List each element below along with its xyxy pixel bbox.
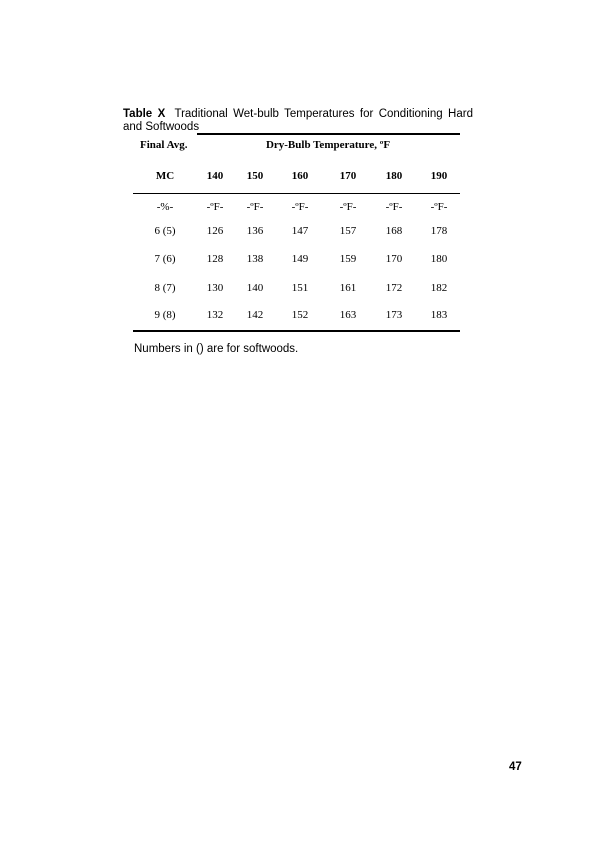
table-cell: 173 (385, 309, 403, 321)
header-final-avg: Final Avg. (140, 139, 188, 151)
table-caption (123, 108, 473, 134)
column-header: 160 (291, 170, 309, 182)
table-cell: 178 (430, 225, 448, 237)
table-cell: 152 (291, 309, 309, 321)
top-rule (197, 133, 460, 135)
table-cell: 138 (246, 253, 264, 265)
table-cell: 132 (206, 309, 224, 321)
table-cell: 140 (246, 282, 264, 294)
unit-cell: -ºF- (339, 201, 357, 213)
table-cell: 147 (291, 225, 309, 237)
footnote: Numbers in () are for softwoods. (134, 343, 299, 355)
table-cell: 157 (339, 225, 357, 237)
unit-cell: -ºF- (246, 201, 264, 213)
table-cell: 170 (385, 253, 403, 265)
table-cell: 9 (8) (154, 309, 176, 321)
table-cell: 142 (246, 309, 264, 321)
unit-cell: -ºF- (291, 201, 309, 213)
table-cell: 7 (6) (154, 253, 176, 265)
table-cell: 149 (291, 253, 309, 265)
header-rule (133, 193, 460, 194)
unit-cell: -%- (156, 201, 174, 213)
unit-cell: -ºF- (430, 201, 448, 213)
table-cell: 182 (430, 282, 448, 294)
table-cell: 163 (339, 309, 357, 321)
table-label: Table X (123, 108, 166, 120)
table-cell: 161 (339, 282, 357, 294)
table-cell: 159 (339, 253, 357, 265)
bottom-rule (133, 330, 460, 332)
table-cell: 8 (7) (154, 282, 176, 294)
table-cell: 136 (246, 225, 264, 237)
table-cell: 180 (430, 253, 448, 265)
page-number: 47 (509, 761, 522, 773)
table-cell: 151 (291, 282, 309, 294)
column-header: 150 (246, 170, 264, 182)
table-cell: 126 (206, 225, 224, 237)
table-cell: 183 (430, 309, 448, 321)
table-cell: 168 (385, 225, 403, 237)
table-cell: 128 (206, 253, 224, 265)
column-header: MC (155, 170, 175, 182)
column-header: 190 (430, 170, 448, 182)
header-dry-bulb: Dry-Bulb Temperature, ºF (265, 139, 391, 151)
table-cell: 6 (5) (154, 225, 176, 237)
column-header: 170 (339, 170, 357, 182)
column-header: 140 (206, 170, 224, 182)
table-cell: 130 (206, 282, 224, 294)
column-header: 180 (385, 170, 403, 182)
unit-cell: -ºF- (206, 201, 224, 213)
unit-cell: -ºF- (385, 201, 403, 213)
table-title: Traditional Wet-bulb Temperatures for Conditioning Hard and Softwoods (123, 108, 473, 133)
table-cell: 172 (385, 282, 403, 294)
